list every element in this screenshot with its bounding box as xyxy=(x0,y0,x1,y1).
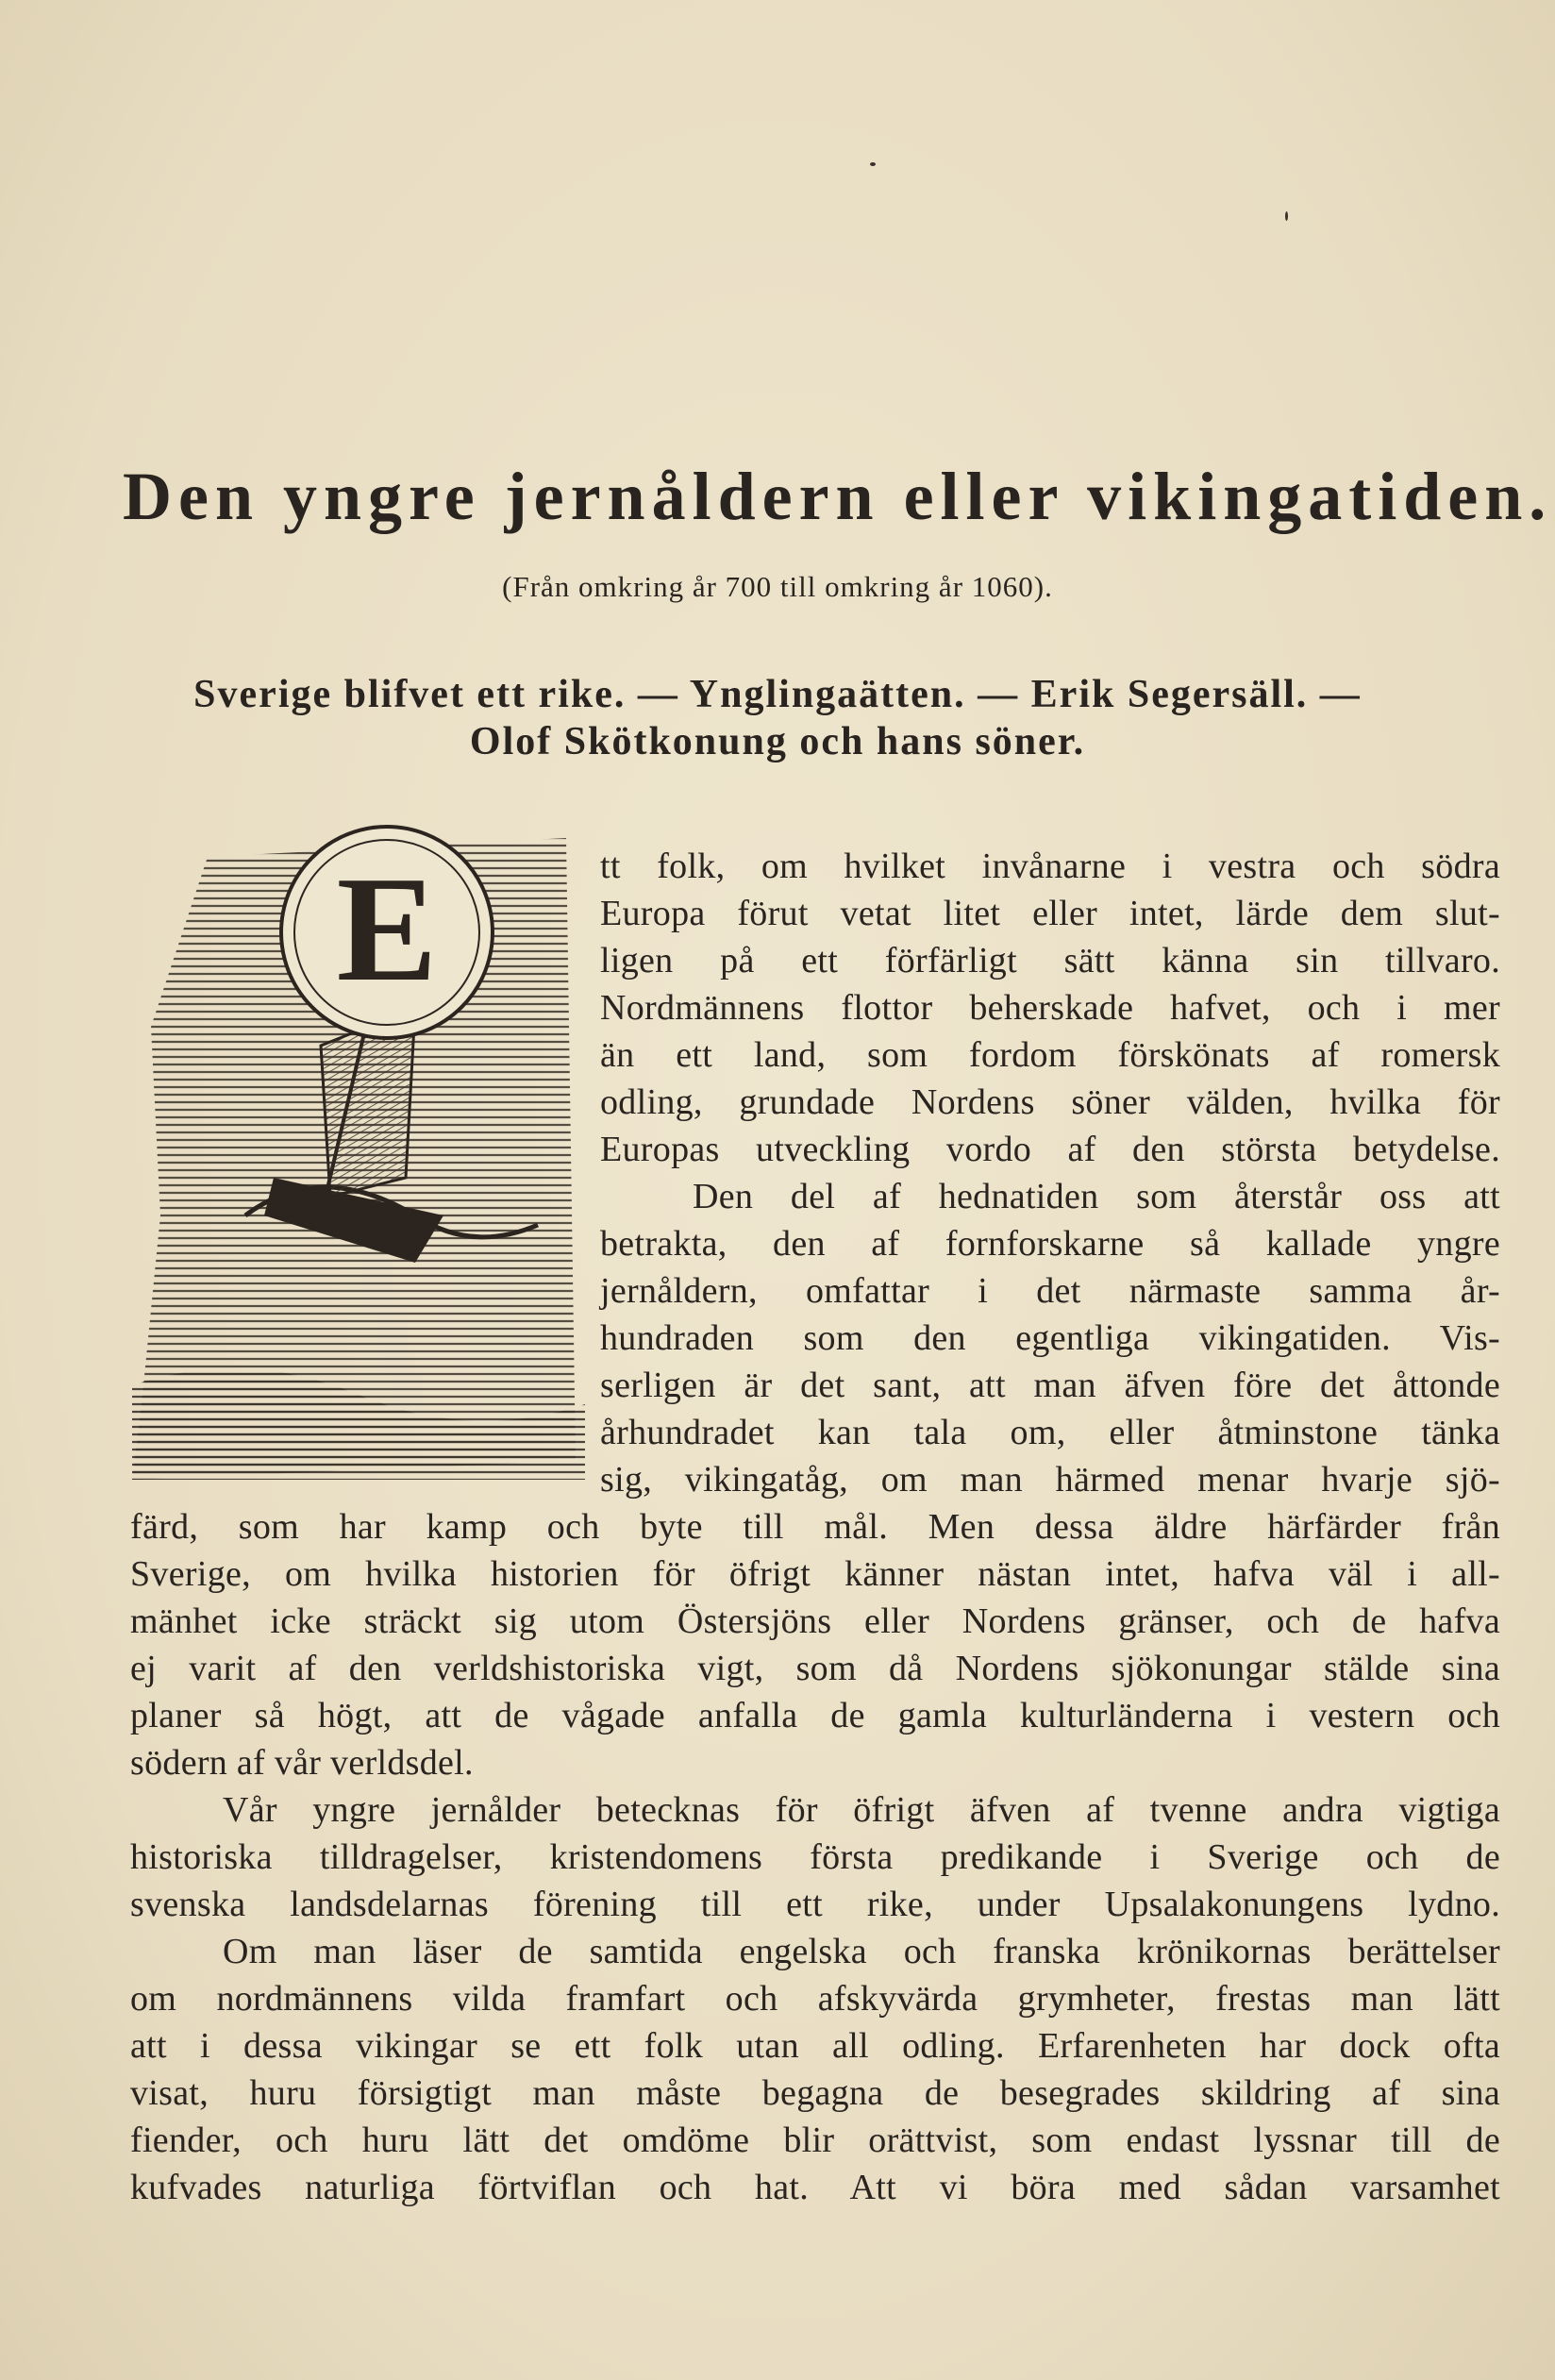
body-line: visat, huru försigtigt man måste begagna de besegrades skildring af sina xyxy=(130,2073,1500,2113)
paper-speck xyxy=(1285,211,1288,221)
body-line: än ett land, som fordom förskönats af romersk xyxy=(600,1035,1500,1075)
body-line: odling, grundade Nordens söner välden, hvilka för xyxy=(600,1082,1500,1122)
body-line: serligen är det sant, att man äfven före det åttonde xyxy=(600,1366,1500,1405)
svg-text:E: E xyxy=(336,845,438,1013)
body-line: århundradet kan tala om, eller åtminstone tänka xyxy=(600,1413,1500,1452)
body-line: betrakta, den af fornforskarne så kallade yngre xyxy=(600,1224,1500,1264)
body-line: Sverige, om hvilka historien för öfrigt känner nästan intet, hafva väl i all- xyxy=(130,1554,1500,1594)
body-line: Europas utveckling vordo af den största betydelse. xyxy=(600,1130,1500,1169)
body-line: jernåldern, omfattar i det närmaste samma år- xyxy=(600,1271,1500,1311)
body-line: ej varit af den verldshistoriska vigt, som då Nordens sjökonungar stälde sina xyxy=(130,1649,1500,1688)
body-line: fiender, och huru lätt det omdöme blir orättvist, som endast lyssnar till de xyxy=(130,2120,1500,2160)
body-line: att i dessa vikingar se ett folk utan all odling. Erfarenheten har dock ofta xyxy=(130,2026,1500,2066)
body-line: hundraden som den egentliga vikingatiden. Vis- xyxy=(600,1318,1500,1358)
ornamental-initial-letter xyxy=(281,827,493,1038)
chapter-summary-line-1: Sverige blifvet ett rike. — Ynglingaätten. — Erik Segersäll. — xyxy=(193,673,1362,716)
body-line: planer så högt, att de vågade anfalla de gamla kulturländerna i vestern och xyxy=(130,1696,1500,1735)
body-line: mänhet icke sträckt sig utom Östersjöns eller Nordens gränser, och de hafva xyxy=(130,1601,1500,1641)
viking-ship-initial-illustration-icon xyxy=(132,819,604,1499)
chapter-summary-line-2: Olof Skötkonung och hans söner. xyxy=(469,720,1086,763)
chapter-title: Den yngre jernåldern eller vikingatiden. xyxy=(123,459,1553,534)
body-line: svenska landsdelarnas förening till ett rike, under Upsalakonungens lydno. xyxy=(130,1885,1500,1924)
chapter-subtitle: (Från omkring år 700 till omkring år 1060). xyxy=(502,570,1053,603)
body-line: Nordmännens flottor beherskade hafvet, och i mer xyxy=(600,988,1500,1028)
body-line: Om man läser de samtida engelska och franska krönikornas berättelser xyxy=(223,1932,1500,1971)
body-line: tt folk, om hvilket invånarne i vestra och södra xyxy=(600,846,1500,886)
body-line: sig, vikingatåg, om man härmed menar hvarje sjö- xyxy=(600,1460,1500,1500)
body-line: kufvades naturliga förtviflan och hat. Att vi böra med sådan varsamhet xyxy=(130,2168,1500,2207)
body-line: Den del af hednatiden som återstår oss att xyxy=(693,1177,1500,1216)
body-line: färd, som har kamp och byte till mål. Men dessa äldre härfärder från xyxy=(130,1507,1500,1547)
body-line: om nordmännens vilda framfart och afskyvärda grymheter, frestas man lätt xyxy=(130,1979,1500,2019)
body-line: ligen på ett förfärligt sätt känna sin tillvaro. xyxy=(600,941,1500,980)
body-line: södern af vår verldsdel. xyxy=(130,1743,474,1783)
body-line: Vår yngre jernålder betecknas för öfrigt äfven af tvenne andra vigtiga xyxy=(223,1790,1500,1830)
body-line: Europa förut vetat litet eller intet, lärde dem slut- xyxy=(600,894,1500,933)
body-line: historiska tilldragelser, kristendomens första predikande i Sverige och de xyxy=(130,1837,1500,1877)
paper-speck xyxy=(870,162,876,166)
